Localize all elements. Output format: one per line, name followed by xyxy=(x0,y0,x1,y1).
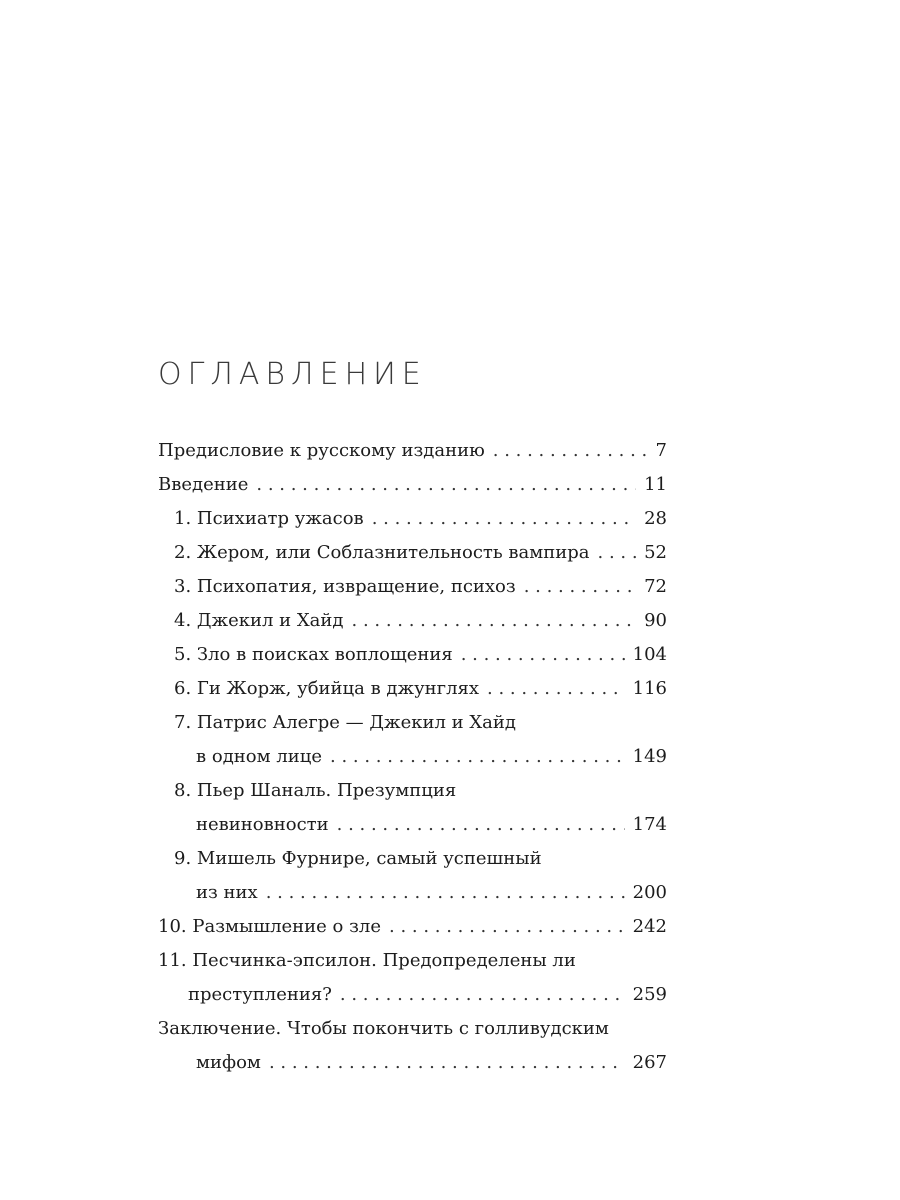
toc-entry-chapter-9[interactable] xyxy=(158,842,667,910)
toc-page-number: 174 xyxy=(632,814,667,835)
leader-dots xyxy=(372,502,636,536)
toc-entry-title: 11. Песчинка-эпсилон. Предопределены ли xyxy=(158,950,576,971)
toc-entry-title-continued: мифом xyxy=(196,1052,261,1073)
toc-entry-title-continued: преступления? xyxy=(188,984,332,1005)
toc-entry-title: 8. Пьер Шаналь. Презумпция xyxy=(174,780,457,801)
toc-entry-conclusion[interactable] xyxy=(158,1012,667,1080)
leader-dots xyxy=(269,1046,625,1080)
toc-entry-chapter-11[interactable] xyxy=(158,944,667,1012)
toc-page-number: 259 xyxy=(632,984,667,1005)
leader-dots xyxy=(330,740,625,774)
toc-entry-title: 7. Патрис Алегре — Джекил и Хайд xyxy=(174,712,516,733)
leader-dots xyxy=(524,570,636,604)
table-of-contents xyxy=(158,434,667,1080)
toc-entry-title: 10. Размышление о зле xyxy=(158,916,381,937)
toc-page-number: 149 xyxy=(632,746,667,767)
toc-entry-title: 4. Джекил и Хайд xyxy=(174,610,344,631)
leader-dots xyxy=(461,638,625,672)
toc-page-number: 242 xyxy=(632,916,667,937)
toc-entry-title: 6. Ги Жорж, убийца в джунглях xyxy=(174,678,480,699)
toc-entry-chapter-5[interactable] xyxy=(158,638,667,672)
toc-page-number: 90 xyxy=(644,610,667,631)
toc-heading: ОГЛАВЛЕНИЕ xyxy=(158,357,427,392)
toc-entry-chapter-3[interactable] xyxy=(158,570,667,604)
toc-entry-title: Заключение. Чтобы покончить с голливудским xyxy=(158,1018,609,1039)
toc-entry-chapter-4[interactable] xyxy=(158,604,667,638)
toc-page-number: 200 xyxy=(632,882,667,903)
toc-entry-introduction[interactable] xyxy=(158,468,667,502)
toc-entry-title-continued: в одном лице xyxy=(196,746,322,767)
toc-entry-title-continued: из них xyxy=(196,882,258,903)
toc-entry-chapter-1[interactable] xyxy=(158,502,667,536)
toc-entry-title: Предисловие к русскому изданию xyxy=(158,440,485,461)
leader-dots xyxy=(256,468,636,502)
toc-page-number: 28 xyxy=(644,508,667,529)
toc-entry-title: 1. Психиатр ужасов xyxy=(174,508,364,529)
toc-page-number: 267 xyxy=(632,1052,667,1073)
toc-page-number: 52 xyxy=(644,542,667,563)
toc-page-number: 72 xyxy=(644,576,667,597)
leader-dots xyxy=(266,876,625,910)
toc-entry-preface[interactable] xyxy=(158,434,667,468)
leader-dots xyxy=(598,536,637,570)
toc-page-number: 116 xyxy=(632,678,667,699)
leader-dots xyxy=(352,604,637,638)
toc-entry-chapter-6[interactable] xyxy=(158,672,667,706)
toc-entry-title: Введение xyxy=(158,474,249,495)
toc-page-number: 11 xyxy=(644,474,667,495)
toc-entry-title: 2. Жером, или Соблазнительность вампира xyxy=(174,542,590,563)
toc-entry-title: 3. Психопатия, извращение, психоз xyxy=(174,576,516,597)
leader-dots xyxy=(389,910,625,944)
toc-entry-title: 9. Мишель Фурнире, самый успешный xyxy=(174,848,542,869)
toc-entry-chapter-10[interactable] xyxy=(158,910,667,944)
toc-page-number: 104 xyxy=(632,644,667,665)
toc-entry-chapter-8[interactable] xyxy=(158,774,667,842)
leader-dots xyxy=(487,672,625,706)
toc-entry-title-continued: невиновности xyxy=(196,814,329,835)
leader-dots xyxy=(493,434,648,468)
toc-entry-chapter-2[interactable] xyxy=(158,536,667,570)
toc-entry-title: 5. Зло в поисках воплощения xyxy=(174,644,453,665)
toc-entry-chapter-7[interactable] xyxy=(158,706,667,774)
toc-page-number: 7 xyxy=(655,440,667,461)
leader-dots xyxy=(337,808,625,842)
leader-dots xyxy=(340,978,625,1012)
